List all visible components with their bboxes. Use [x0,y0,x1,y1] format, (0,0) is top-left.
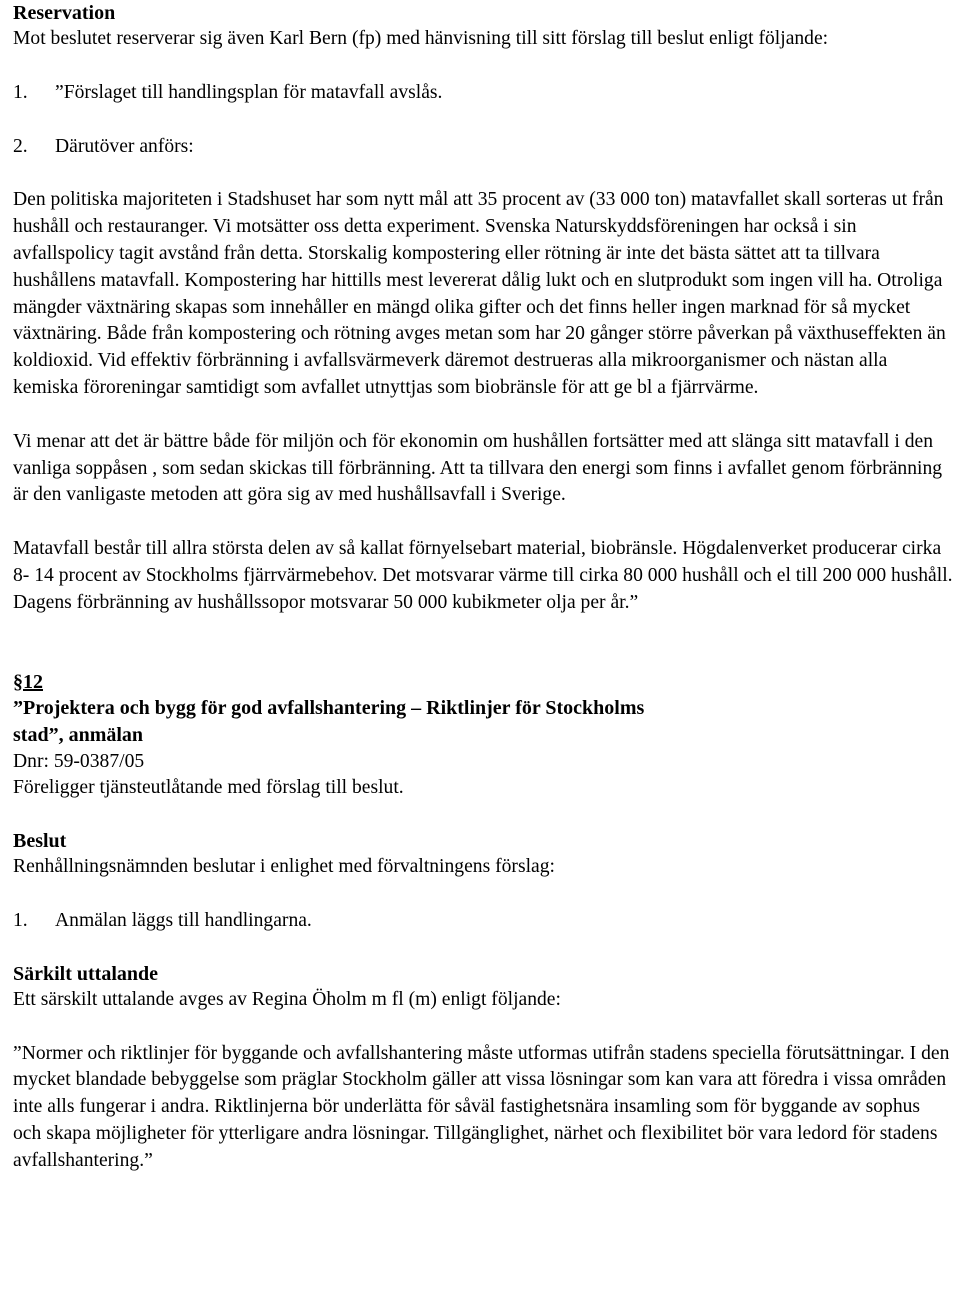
section-note: Föreligger tjänsteutlåtande med förslag till beslut. [13,777,404,799]
list-item [13,80,953,107]
document-page [13,0,953,1175]
beslut-text: Renhållningsnämnden beslutar i enlighet med förvaltningens förslag: [13,856,555,878]
reservation-paragraph: Den politiska majoriteten i Stadshuset har som nytt mål att 35 procent av (33 000 ton) matavfallet skall sorteras ut från hushåll och restauranger. Vi motsätter oss detta experiment. Svenska Naturskyddsföreningen har också i sin avfallspolicy tagit avstånd från detta. Storskalig kompostering eller rötning är inte det bästa sättet att ta tillvara hushållens matavfall. Kompostering har hittills mest levererat dålig lukt och en slutprodukt som ingen vill ha. Otroliga mängder växtnäring skapas som innehåller en mängd olika gifter och det finns heller ingen marknad för så mycket växtnäring. Både från kompostering och rötning avges metan som har 20 gånger större påverkan på växthuseffekten än koldioxid. Vid effektiv förbränning i avfallsvärmeverk däremot destrueras alla mikroorganismer och nästan alla kemiska föroreningar samtidigt som avfallet utnyttjas som biobränsle för att ge bl a fjärrvärme. [13,189,946,398]
sarkilt-heading: Särkilt uttalande [13,962,159,985]
reservation-heading: Reservation [13,2,116,24]
section-title: ”Projektera och bygg för god avfallshantering – Riktlinjer för Stockholms stad”, anmälan [13,696,645,746]
list-number: 2. [13,135,28,157]
diary-number: Dnr: 59-0387/05 [13,750,145,772]
list-item [13,134,953,161]
sarkilt-quote: ”Normer och riktlinjer för byggande och avfallshantering måste utformas utifrån stadens speciella förutsättningar. I den mycket blandade bebyggelse som präglar Stockholm gäller att vissa lösningar som kan vara att föredra i vissa områden inte alls fungerar i andra. Riktlinjerna bör underlätta för såväl fastighetsnära insamling som för byggande av sophus och skapa möjligheter för ytterligare andra lösningar. Tillgänglighet, närhet och flexibilitet bör vara ledord för stadens avfallshantering.” [13,1042,950,1171]
list-number: 1. [13,909,28,931]
sarkilt-intro: Ett särskilt uttalande avges av Regina Öholm m fl (m) enligt följande: [13,988,561,1010]
reservation-paragraph: Vi menar att det är bättre både för miljön och för ekonomin om hushållen fortsätter med att slänga sitt matavfall i den vanliga soppåsen , som sedan skickas till förbränning. Att ta tillvara den energi som finns i avfallet genom förbränning är den vanligaste metoden att göra sig av med hushållsavfall i Sverige. [13,430,943,506]
section-number: §12 [13,670,43,693]
list-item [13,908,953,935]
list-text: ”Förslaget till handlingsplan för matavfall avslås. [55,81,443,103]
list-number: 1. [13,81,28,103]
reservation-paragraph: Matavfall består till allra största delen av så kallat förnyelsebart material, biobränsle. Högdalenverket producerar cirka 8- 14 procent av Stockholms fjärrvärmebehov. Det motsvarar värme till cirka 80 000 hushåll och el till 200 000 hushåll. Dagens förbränning av hushållssopor motsvarar 50 000 kubikmeter olja per år.” [13,538,953,613]
list-text: Anmälan läggs till handlingarna. [55,909,312,931]
reservation-intro: Mot beslutet reserverar sig även Karl Bern (fp) med hänvisning till sitt förslag till beslut enligt följande: [13,28,829,49]
beslut-heading: Beslut [13,830,67,853]
list-text: Därutöver anförs: [55,135,194,157]
